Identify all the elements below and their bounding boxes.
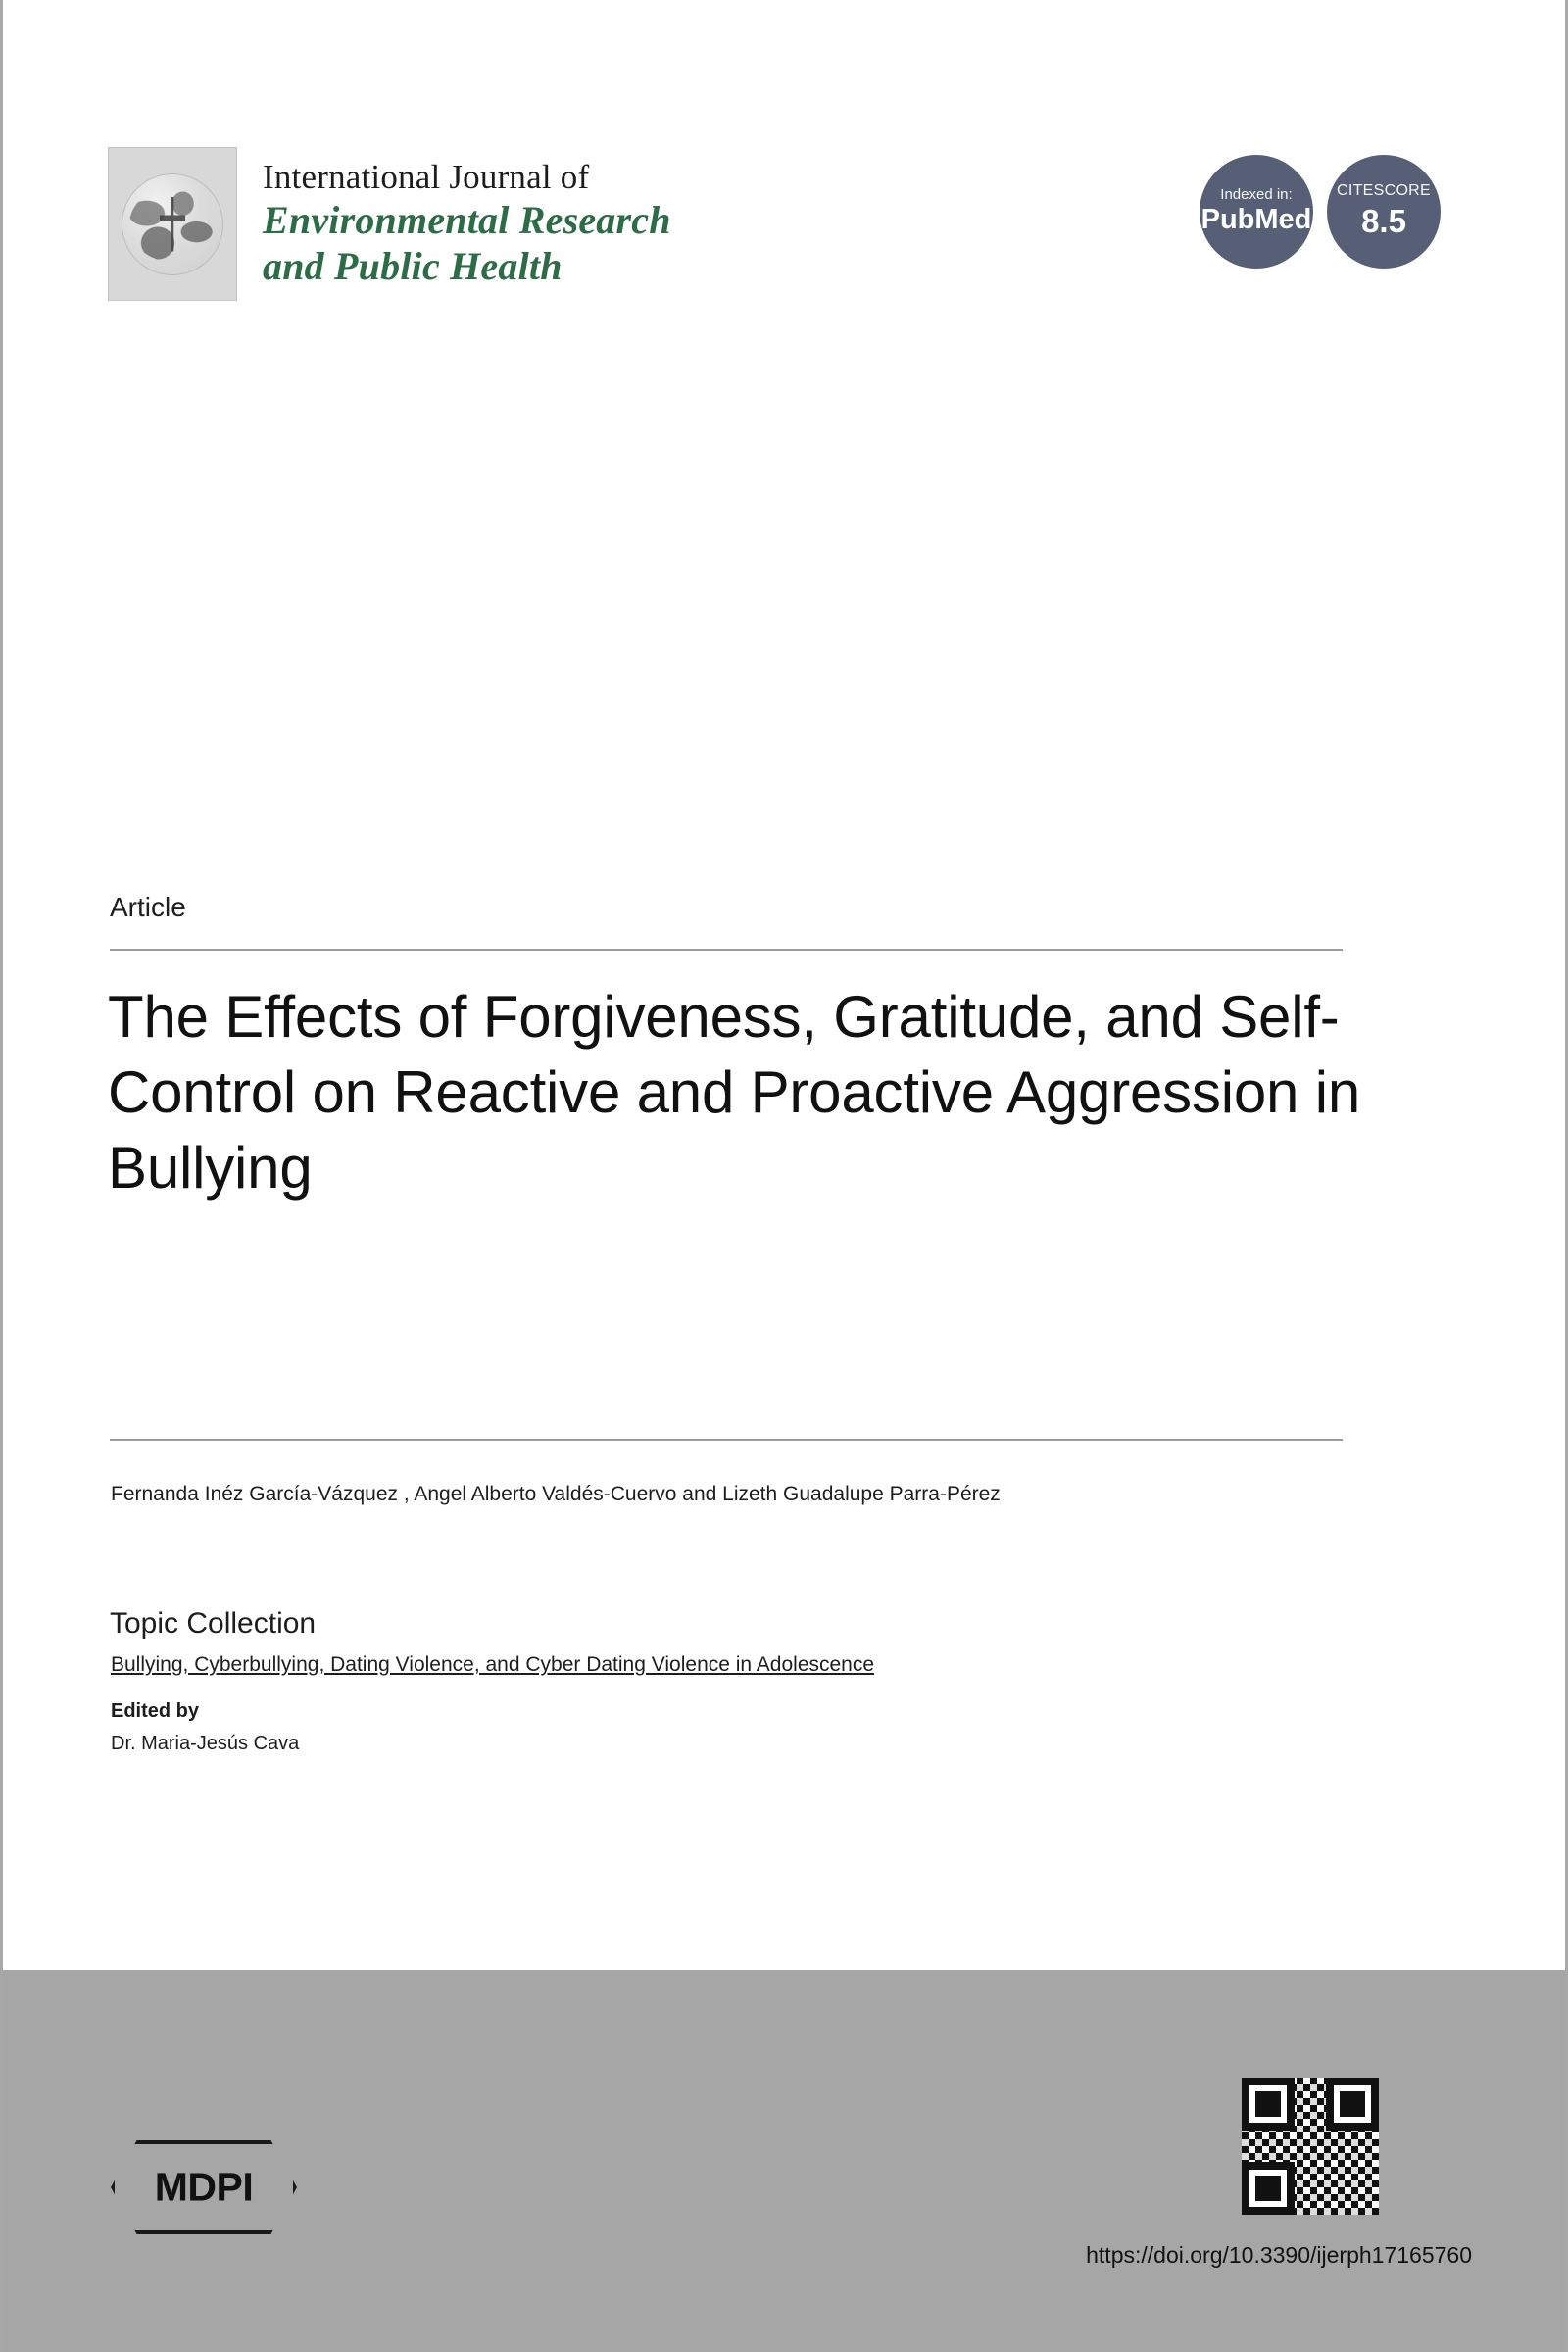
journal-header (108, 147, 1460, 314)
topic-collection-link[interactable]: Bullying, Cyberbullying, Dating Violence, and Cyber Dating Violence in Adolescence (111, 1653, 875, 1676)
mdpi-hexagon-logo-icon[interactable] (111, 2140, 297, 2234)
globe-shape (122, 173, 223, 275)
author-list: Fernanda Inéz García-Vázquez , Angel Alberto Valdés-Cuervo and Lizeth Guadalupe Parra-Pérez (111, 1483, 1001, 1505)
mdpi-logo-label: MDPI (154, 2164, 254, 2210)
globe-caduceus-logo-icon (108, 147, 237, 301)
qr-finder-bottom-left (1242, 2162, 1295, 2215)
journal-masthead (108, 147, 671, 301)
pubmed-badge-icon[interactable] (1200, 155, 1313, 269)
pubmed-badge-label: PubMed (1200, 204, 1312, 236)
edited-by-label: Edited by (111, 1700, 200, 1722)
journal-title-line1: International Journal of (263, 158, 590, 196)
journal-title (263, 147, 671, 290)
citescore-badge-top-label: CITESCORE (1336, 182, 1432, 199)
header-badges (1200, 155, 1441, 269)
journal-title-line2: Environmental Research (263, 198, 671, 243)
qr-finder-top-left (1242, 2078, 1295, 2131)
page-footer (3, 1970, 1565, 2352)
editor-name: Dr. Maria-Jesús Cava (111, 1733, 300, 1754)
divider-bottom (110, 1439, 1343, 1441)
article-type-label: Article (110, 892, 186, 922)
divider-top (110, 949, 1343, 951)
journal-title-line3: and Public Health (263, 244, 563, 289)
qr-code-icon[interactable] (1242, 2078, 1379, 2215)
citescore-badge-value: 8.5 (1361, 203, 1406, 240)
page-title: The Effects of Forgiveness, Gratitude, and Self-Control on Reactive and Proactive Aggression in Bullying (108, 984, 1360, 1200)
citescore-badge-icon[interactable] (1327, 155, 1441, 269)
topic-collection-heading: Topic Collection (110, 1607, 317, 1640)
doi-url[interactable]: https://doi.org/10.3390/ijerph17165760 (1086, 2242, 1472, 2268)
qr-finder-top-right (1326, 2078, 1379, 2131)
pubmed-badge-top-label: Indexed in: (1220, 185, 1293, 203)
